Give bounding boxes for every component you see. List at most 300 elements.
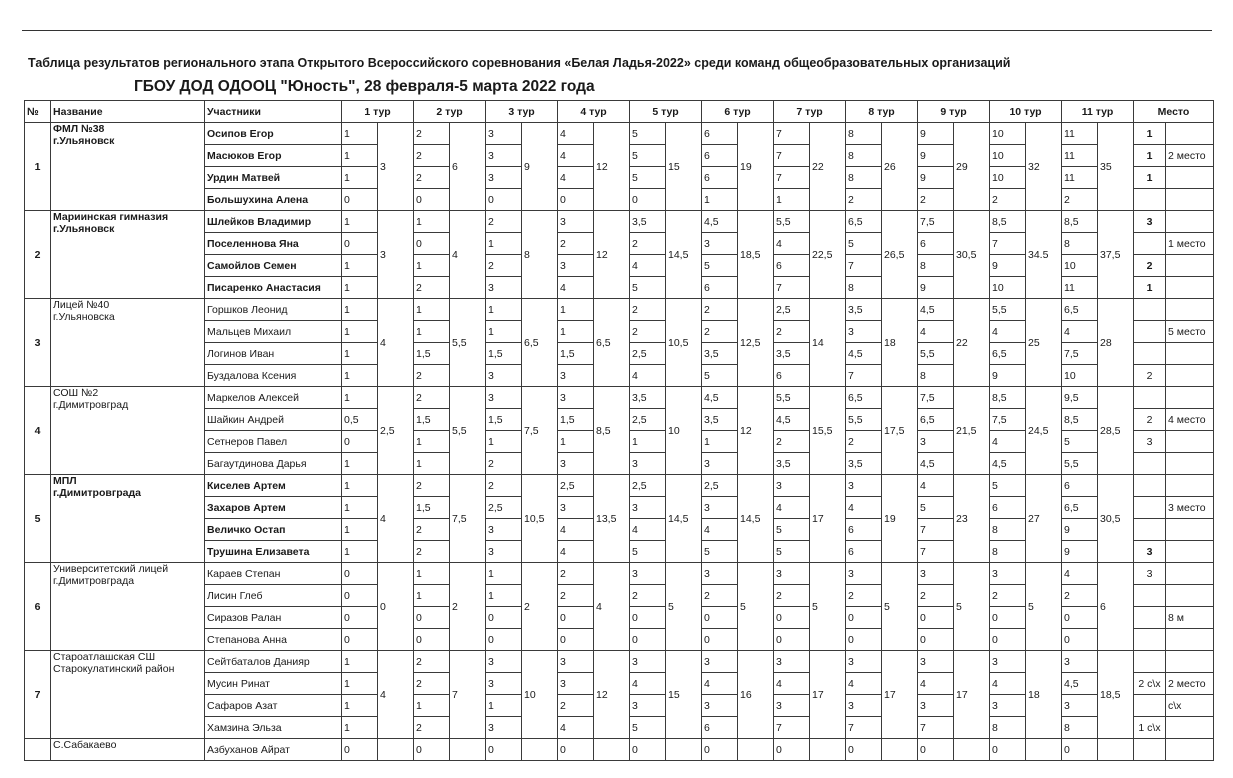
player-points: 0	[486, 629, 522, 651]
player-points: 3	[558, 387, 594, 409]
player-name: Азбуханов Айрат	[205, 739, 342, 761]
header-round: 7 тур	[774, 101, 846, 123]
player-points: 3	[486, 717, 522, 739]
player-points: 0	[342, 233, 378, 255]
player-points: 0	[342, 607, 378, 629]
team-total: 12	[738, 387, 774, 475]
player-points: 1	[558, 431, 594, 453]
player-points: 8	[846, 123, 882, 145]
player-points: 4	[630, 365, 666, 387]
team-total: 25	[1026, 299, 1062, 387]
player-points: 1	[342, 475, 378, 497]
player-points: 3	[558, 497, 594, 519]
player-points: 2	[990, 189, 1026, 211]
player-points: 6	[990, 497, 1026, 519]
team-name	[51, 123, 205, 211]
team-total	[450, 739, 486, 761]
player-points: 4	[558, 123, 594, 145]
team-total: 13,5	[594, 475, 630, 563]
player-points: 1	[342, 717, 378, 739]
team-place-note	[1166, 387, 1214, 409]
team-total: 0	[378, 563, 414, 651]
team-total	[882, 739, 918, 761]
player-points: 2	[846, 189, 882, 211]
player-place: 3	[1134, 541, 1166, 563]
player-points: 2	[414, 651, 450, 673]
table-header	[25, 101, 1214, 123]
player-points: 2	[558, 563, 594, 585]
player-points: 8	[846, 167, 882, 189]
team-total: 5	[738, 563, 774, 651]
team-place-note	[1166, 343, 1214, 365]
player-points: 1	[414, 585, 450, 607]
team-name-line: г.Димитровграда	[53, 575, 135, 587]
player-points: 0	[414, 739, 450, 761]
player-name: Сетнеров Павел	[205, 431, 342, 453]
player-points: 3,5	[774, 453, 810, 475]
player-points: 3	[486, 541, 522, 563]
player-points: 4,5	[918, 299, 954, 321]
player-points: 0	[558, 189, 594, 211]
header-players: Участники	[205, 101, 342, 123]
player-name: Величко Остап	[205, 519, 342, 541]
player-points: 9	[1062, 519, 1098, 541]
player-points: 3	[630, 651, 666, 673]
header-team: Название	[51, 101, 205, 123]
player-points: 0	[486, 189, 522, 211]
team-place-note: с\х	[1166, 695, 1214, 717]
player-points: 4	[774, 233, 810, 255]
player-points: 1	[414, 321, 450, 343]
player-points: 3	[702, 233, 738, 255]
player-points: 4	[1062, 563, 1098, 585]
player-points: 7	[774, 123, 810, 145]
player-points: 0	[702, 607, 738, 629]
player-points: 1	[414, 255, 450, 277]
player-points: 8	[846, 277, 882, 299]
player-place: 1 с\х	[1134, 717, 1166, 739]
team-total: 17	[810, 475, 846, 563]
player-points: 9	[918, 145, 954, 167]
player-points: 0	[414, 629, 450, 651]
player-points: 0	[486, 739, 522, 761]
player-place	[1134, 387, 1166, 409]
player-points: 1	[486, 563, 522, 585]
player-points: 1,5	[558, 409, 594, 431]
player-points: 1	[486, 585, 522, 607]
player-points: 7	[774, 277, 810, 299]
player-points: 2,5	[630, 409, 666, 431]
team-total: 10	[522, 651, 558, 739]
player-points: 2	[414, 365, 450, 387]
player-name: Степанова Анна	[205, 629, 342, 651]
team-total	[954, 739, 990, 761]
team-total: 7,5	[522, 387, 558, 475]
team-name	[51, 387, 205, 475]
player-name: Маркелов Алексей	[205, 387, 342, 409]
player-points: 1	[486, 431, 522, 453]
header-round: 5 тур	[630, 101, 702, 123]
player-place	[1134, 695, 1166, 717]
player-points: 4	[846, 673, 882, 695]
team-total: 23	[954, 475, 990, 563]
player-points: 6	[774, 365, 810, 387]
team-total: 24,5	[1026, 387, 1062, 475]
team-total: 35	[1098, 123, 1134, 211]
player-points: 0	[774, 607, 810, 629]
team-name-line: г.Димитровград	[53, 399, 129, 411]
player-points: 0	[1062, 629, 1098, 651]
player-points: 3	[486, 673, 522, 695]
player-points: 8	[990, 541, 1026, 563]
player-points: 6	[846, 541, 882, 563]
player-points: 4	[990, 673, 1026, 695]
player-points: 4	[558, 519, 594, 541]
team-total: 19	[882, 475, 918, 563]
team-place-note	[1166, 299, 1214, 321]
player-points: 0	[342, 739, 378, 761]
team-place-note	[1166, 167, 1214, 189]
player-points: 4	[774, 497, 810, 519]
player-points: 2	[846, 585, 882, 607]
player-points: 4,5	[918, 453, 954, 475]
team-total: 14,5	[666, 475, 702, 563]
team-total: 18,5	[738, 211, 774, 299]
player-points: 8	[990, 519, 1026, 541]
player-points: 2	[918, 189, 954, 211]
player-points: 11	[1062, 277, 1098, 299]
team-total: 12	[594, 123, 630, 211]
player-points: 1	[414, 453, 450, 475]
player-points: 8	[990, 717, 1026, 739]
player-place	[1134, 189, 1166, 211]
player-points: 9,5	[1062, 387, 1098, 409]
player-name: Буздалова Ксения	[205, 365, 342, 387]
player-points: 0	[630, 739, 666, 761]
team-number	[25, 739, 51, 761]
team-total: 2	[450, 563, 486, 651]
player-points: 0	[414, 607, 450, 629]
table-row	[25, 651, 1214, 673]
player-points: 2,5	[630, 343, 666, 365]
player-place: 2	[1134, 365, 1166, 387]
team-place-note	[1166, 717, 1214, 739]
player-points: 3	[702, 695, 738, 717]
player-points: 1	[342, 211, 378, 233]
player-points: 3	[486, 277, 522, 299]
player-points: 2	[414, 673, 450, 695]
player-points: 3	[486, 387, 522, 409]
player-place: 3	[1134, 431, 1166, 453]
player-points: 3	[1062, 695, 1098, 717]
player-points: 10	[990, 167, 1026, 189]
top-rule	[22, 30, 1212, 31]
team-total: 15	[666, 651, 702, 739]
team-total	[594, 739, 630, 761]
player-points: 1,5	[486, 343, 522, 365]
team-total: 9	[522, 123, 558, 211]
team-total: 7	[450, 651, 486, 739]
player-points: 3	[846, 475, 882, 497]
player-points: 5,5	[774, 387, 810, 409]
player-points: 2	[486, 475, 522, 497]
player-points: 1	[414, 431, 450, 453]
player-points: 1	[486, 695, 522, 717]
player-points: 2	[414, 717, 450, 739]
player-points: 1	[342, 453, 378, 475]
player-points: 5,5	[918, 343, 954, 365]
team-total: 18,5	[1098, 651, 1134, 739]
player-points: 10	[1062, 255, 1098, 277]
team-place-note	[1166, 453, 1214, 475]
player-points: 2	[558, 695, 594, 717]
team-total: 5,5	[450, 299, 486, 387]
player-points: 6	[702, 145, 738, 167]
player-points: 1	[702, 189, 738, 211]
player-points: 5	[630, 541, 666, 563]
team-name-line: Мариинская гимназия	[53, 211, 169, 223]
team-name	[51, 651, 205, 739]
player-points: 9	[918, 277, 954, 299]
player-points: 0	[990, 607, 1026, 629]
player-points: 2	[414, 541, 450, 563]
team-name	[51, 211, 205, 299]
player-name: Осипов Егор	[205, 123, 342, 145]
team-total: 15,5	[810, 387, 846, 475]
player-points: 3	[774, 695, 810, 717]
player-points: 2,5	[486, 497, 522, 519]
player-place	[1134, 739, 1166, 761]
player-points: 0	[342, 563, 378, 585]
header-round: 1 тур	[342, 101, 414, 123]
team-total: 28	[1098, 299, 1134, 387]
player-points: 7,5	[1062, 343, 1098, 365]
player-points: 6	[774, 255, 810, 277]
player-points: 2	[414, 387, 450, 409]
player-points: 7	[918, 541, 954, 563]
player-points: 0	[846, 739, 882, 761]
player-points: 0	[342, 585, 378, 607]
player-name: Поселеннова Яна	[205, 233, 342, 255]
player-points: 1,5	[558, 343, 594, 365]
player-points: 3,5	[630, 387, 666, 409]
player-points: 9	[918, 167, 954, 189]
player-points: 5	[774, 541, 810, 563]
player-points: 4	[918, 673, 954, 695]
player-points: 3	[558, 365, 594, 387]
player-points: 2	[486, 453, 522, 475]
player-points: 5	[1062, 431, 1098, 453]
player-points: 1	[342, 365, 378, 387]
player-points: 1	[414, 299, 450, 321]
player-points: 7,5	[990, 409, 1026, 431]
table-row	[25, 739, 1214, 761]
player-points: 0	[558, 607, 594, 629]
player-points: 8,5	[990, 387, 1026, 409]
player-points: 4	[630, 255, 666, 277]
player-points: 5	[630, 277, 666, 299]
team-total: 26	[882, 123, 918, 211]
team-number: 4	[25, 387, 51, 475]
player-points: 1	[342, 255, 378, 277]
player-points: 5,5	[846, 409, 882, 431]
player-points: 0	[1062, 739, 1098, 761]
team-total: 26,5	[882, 211, 918, 299]
player-points: 1	[486, 299, 522, 321]
header-round: 2 тур	[414, 101, 486, 123]
player-place	[1134, 475, 1166, 497]
player-points: 5	[846, 233, 882, 255]
team-total: 4	[378, 651, 414, 739]
player-name: Трушина Елизавета	[205, 541, 342, 563]
player-points: 3,5	[702, 409, 738, 431]
header-round: 4 тур	[558, 101, 630, 123]
player-points: 2	[774, 321, 810, 343]
team-total: 7,5	[450, 475, 486, 563]
team-name-line: Лицей №40	[53, 299, 110, 311]
player-name: Мусин Ринат	[205, 673, 342, 695]
team-name	[51, 563, 205, 651]
player-points: 2	[1062, 585, 1098, 607]
player-points: 1	[342, 519, 378, 541]
table-row	[25, 211, 1214, 233]
team-total	[810, 739, 846, 761]
team-name-line: г.Ульяновск	[53, 135, 115, 147]
player-points: 6	[702, 123, 738, 145]
team-total	[738, 739, 774, 761]
player-points: 1	[630, 431, 666, 453]
player-points: 2	[774, 431, 810, 453]
player-points: 4,5	[990, 453, 1026, 475]
team-total: 5	[810, 563, 846, 651]
player-points: 0	[1062, 607, 1098, 629]
player-points: 11	[1062, 167, 1098, 189]
team-total: 4	[378, 299, 414, 387]
team-name-line: С.Сабакаево	[53, 739, 117, 751]
player-points: 4	[558, 717, 594, 739]
player-name: Урдин Матвей	[205, 167, 342, 189]
player-points: 4	[558, 541, 594, 563]
player-points: 2	[486, 211, 522, 233]
team-number: 1	[25, 123, 51, 211]
player-points: 0	[486, 607, 522, 629]
team-number: 3	[25, 299, 51, 387]
team-place-note	[1166, 629, 1214, 651]
player-points: 4	[1062, 321, 1098, 343]
player-points: 8,5	[990, 211, 1026, 233]
player-points: 0	[630, 189, 666, 211]
player-points: 3	[558, 453, 594, 475]
player-name: Сафаров Азат	[205, 695, 342, 717]
player-points: 0	[990, 739, 1026, 761]
player-points: 0	[702, 629, 738, 651]
player-points: 2	[414, 519, 450, 541]
player-points: 5	[630, 717, 666, 739]
player-points: 9	[990, 365, 1026, 387]
team-total	[522, 739, 558, 761]
player-points: 0	[414, 189, 450, 211]
player-points: 1,5	[486, 409, 522, 431]
player-points: 7,5	[918, 387, 954, 409]
player-name: Киселев Артем	[205, 475, 342, 497]
team-total: 12	[594, 211, 630, 299]
player-points: 6,5	[846, 211, 882, 233]
team-place-note: 2 место	[1166, 673, 1214, 695]
player-place	[1134, 299, 1166, 321]
player-points: 4	[846, 497, 882, 519]
player-name: Самойлов Семен	[205, 255, 342, 277]
player-points: 7,5	[918, 211, 954, 233]
player-points: 2	[558, 585, 594, 607]
table-body	[25, 123, 1214, 761]
team-place-note	[1166, 563, 1214, 585]
team-place-note	[1166, 189, 1214, 211]
team-total: 8,5	[594, 387, 630, 475]
player-points: 5,5	[990, 299, 1026, 321]
player-points: 3	[558, 651, 594, 673]
player-place: 1	[1134, 277, 1166, 299]
player-points: 6	[1062, 475, 1098, 497]
team-place-note	[1166, 431, 1214, 453]
player-points: 3	[918, 431, 954, 453]
player-place: 1	[1134, 123, 1166, 145]
player-points: 1,5	[414, 497, 450, 519]
team-place-note	[1166, 211, 1214, 233]
player-points: 6,5	[1062, 497, 1098, 519]
player-name: Багаутдинова Дарья	[205, 453, 342, 475]
team-total: 14	[810, 299, 846, 387]
player-points: 9	[990, 255, 1026, 277]
player-points: 3	[558, 673, 594, 695]
player-name: Хамзина Эльза	[205, 717, 342, 739]
player-place	[1134, 607, 1166, 629]
player-points: 10	[990, 277, 1026, 299]
team-place-note	[1166, 365, 1214, 387]
team-total: 5	[666, 563, 702, 651]
team-place-note	[1166, 585, 1214, 607]
player-points: 2	[630, 321, 666, 343]
player-points: 1	[558, 321, 594, 343]
player-points: 4	[918, 321, 954, 343]
team-name-line: МПЛ	[53, 475, 77, 487]
player-points: 0	[342, 431, 378, 453]
player-points: 9	[918, 123, 954, 145]
player-place	[1134, 585, 1166, 607]
header-num: №	[25, 101, 51, 123]
player-points: 8	[918, 255, 954, 277]
player-points: 4,5	[846, 343, 882, 365]
team-name-line: СОШ №2	[53, 387, 99, 399]
team-total: 5	[954, 563, 990, 651]
player-points: 3	[558, 255, 594, 277]
player-points: 6	[702, 277, 738, 299]
player-points: 8	[1062, 233, 1098, 255]
player-points: 2	[630, 585, 666, 607]
team-total: 34.5	[1026, 211, 1062, 299]
player-points: 10	[1062, 365, 1098, 387]
team-place-note	[1166, 475, 1214, 497]
team-total: 12,5	[738, 299, 774, 387]
player-points: 1	[342, 145, 378, 167]
header-row	[25, 101, 1214, 123]
player-points: 6	[918, 233, 954, 255]
player-points: 6,5	[990, 343, 1026, 365]
player-points: 5	[702, 541, 738, 563]
player-points: 0	[558, 629, 594, 651]
player-points: 4,5	[774, 409, 810, 431]
player-points: 10	[990, 123, 1026, 145]
player-points: 1	[342, 673, 378, 695]
